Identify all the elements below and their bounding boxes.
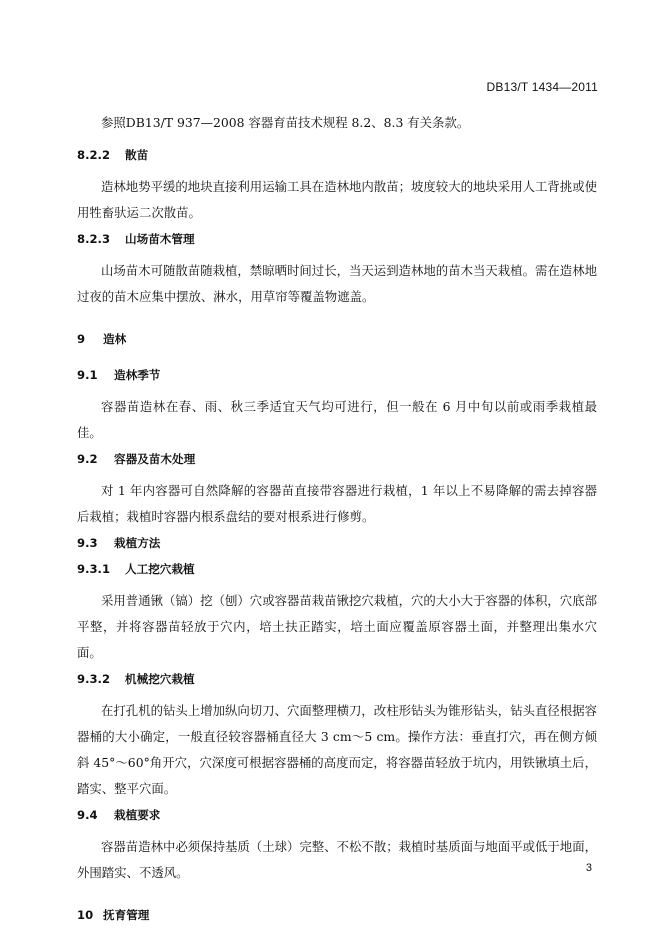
heading-number: 9.3.1 — [77, 562, 111, 576]
heading-title: 造林 — [103, 332, 127, 346]
heading-9-3-2 — [77, 666, 597, 692]
heading-number: 9.4 — [77, 808, 98, 822]
heading-title: 散苗 — [125, 148, 149, 162]
heading-number: 10 — [77, 908, 94, 922]
document-body — [77, 110, 597, 928]
paragraph-seedling-distribution: 造林地势平缓的地块直接利用运输工具在造林地内散苗；坡度较大的地块采用人工背挑或使用牲畜驮运二次散苗。 — [77, 179, 597, 220]
heading-number: 9 — [77, 332, 86, 346]
heading-9-3-1 — [77, 556, 597, 582]
page-number: 3 — [585, 862, 592, 874]
heading-number: 8.2.3 — [77, 232, 111, 246]
heading-number: 9.3 — [77, 536, 98, 550]
paragraph-reference: 参照DB13/T 937—2008 容器育苗技术规程 8.2、8.3 有关条款。 — [101, 115, 470, 130]
heading-9-4 — [77, 802, 597, 828]
header-doc-id: DB13/T 1434—2011 — [486, 80, 598, 94]
heading-title: 人工挖穴栽植 — [125, 562, 195, 576]
heading-title: 机械挖穴栽植 — [125, 672, 195, 686]
paragraph-planting-requirements: 容器苗造林中必须保持基质（土球）完整、不松不散；栽植时基质面与地面平或低于地面，外围踏实、不透风。 — [77, 839, 597, 880]
heading-number: 9.1 — [77, 368, 98, 382]
heading-8-2-2 — [77, 142, 597, 168]
heading-8-2-3 — [77, 226, 597, 252]
paragraph-planting-season: 容器苗造林在春、雨、秋三季适宜天气均可进行，但一般在 6 月中旬以前或雨季栽植最佳。 — [77, 399, 597, 440]
heading-number: 9.3.2 — [77, 672, 111, 686]
heading-title: 抚育管理 — [103, 908, 150, 922]
heading-9-2 — [77, 446, 597, 472]
paragraph-site-seedling-management: 山场苗木可随散苗随栽植，禁晾晒时间过长，当天运到造林地的苗木当天栽植。需在造林地过夜的苗木应集中摆放、淋水，用草帘等覆盖物遮盖。 — [77, 263, 597, 304]
heading-10 — [77, 902, 597, 928]
heading-title: 栽植方法 — [114, 536, 161, 550]
heading-title: 栽植要求 — [114, 808, 161, 822]
heading-title: 容器及苗木处理 — [114, 452, 196, 466]
paragraph-mechanical-planting: 在打孔机的钻头上增加纵向切刀、穴面整理横刀，改柱形钻头为锥形钻头，钻头直径根据容器桶的大小确定，一般直径较容器桶直径大 3 cm～5 cm。操作方法：垂直打穴，再在侧方倾斜 45°～60°角开穴，穴深度可根据容器桶的高度而定，将容器苗轻放于坑内，用铁锹填土后，踏实、整平穴面。 — [77, 703, 597, 796]
heading-title: 造林季节 — [114, 368, 161, 382]
paragraph-container-handling: 对 1 年内容器可自然降解的容器苗直接带容器进行栽植，1 年以上不易降解的需去掉容器后栽植；栽植时容器内根系盘结的要对根系进行修剪。 — [77, 483, 597, 524]
paragraph-manual-planting: 采用普通锹（镐）挖（刨）穴或容器苗栽苗锹挖穴栽植，穴的大小大于容器的体积，穴底部平整，并将容器苗轻放于穴内，培土扶正踏实，培土面应覆盖原容器土面，并整理出集水穴面。 — [77, 593, 597, 660]
heading-9-3 — [77, 530, 597, 556]
heading-number: 9.2 — [77, 452, 98, 466]
heading-number: 8.2.2 — [77, 148, 111, 162]
heading-9-1 — [77, 362, 597, 388]
heading-9 — [77, 326, 597, 352]
heading-title: 山场苗木管理 — [125, 232, 195, 246]
